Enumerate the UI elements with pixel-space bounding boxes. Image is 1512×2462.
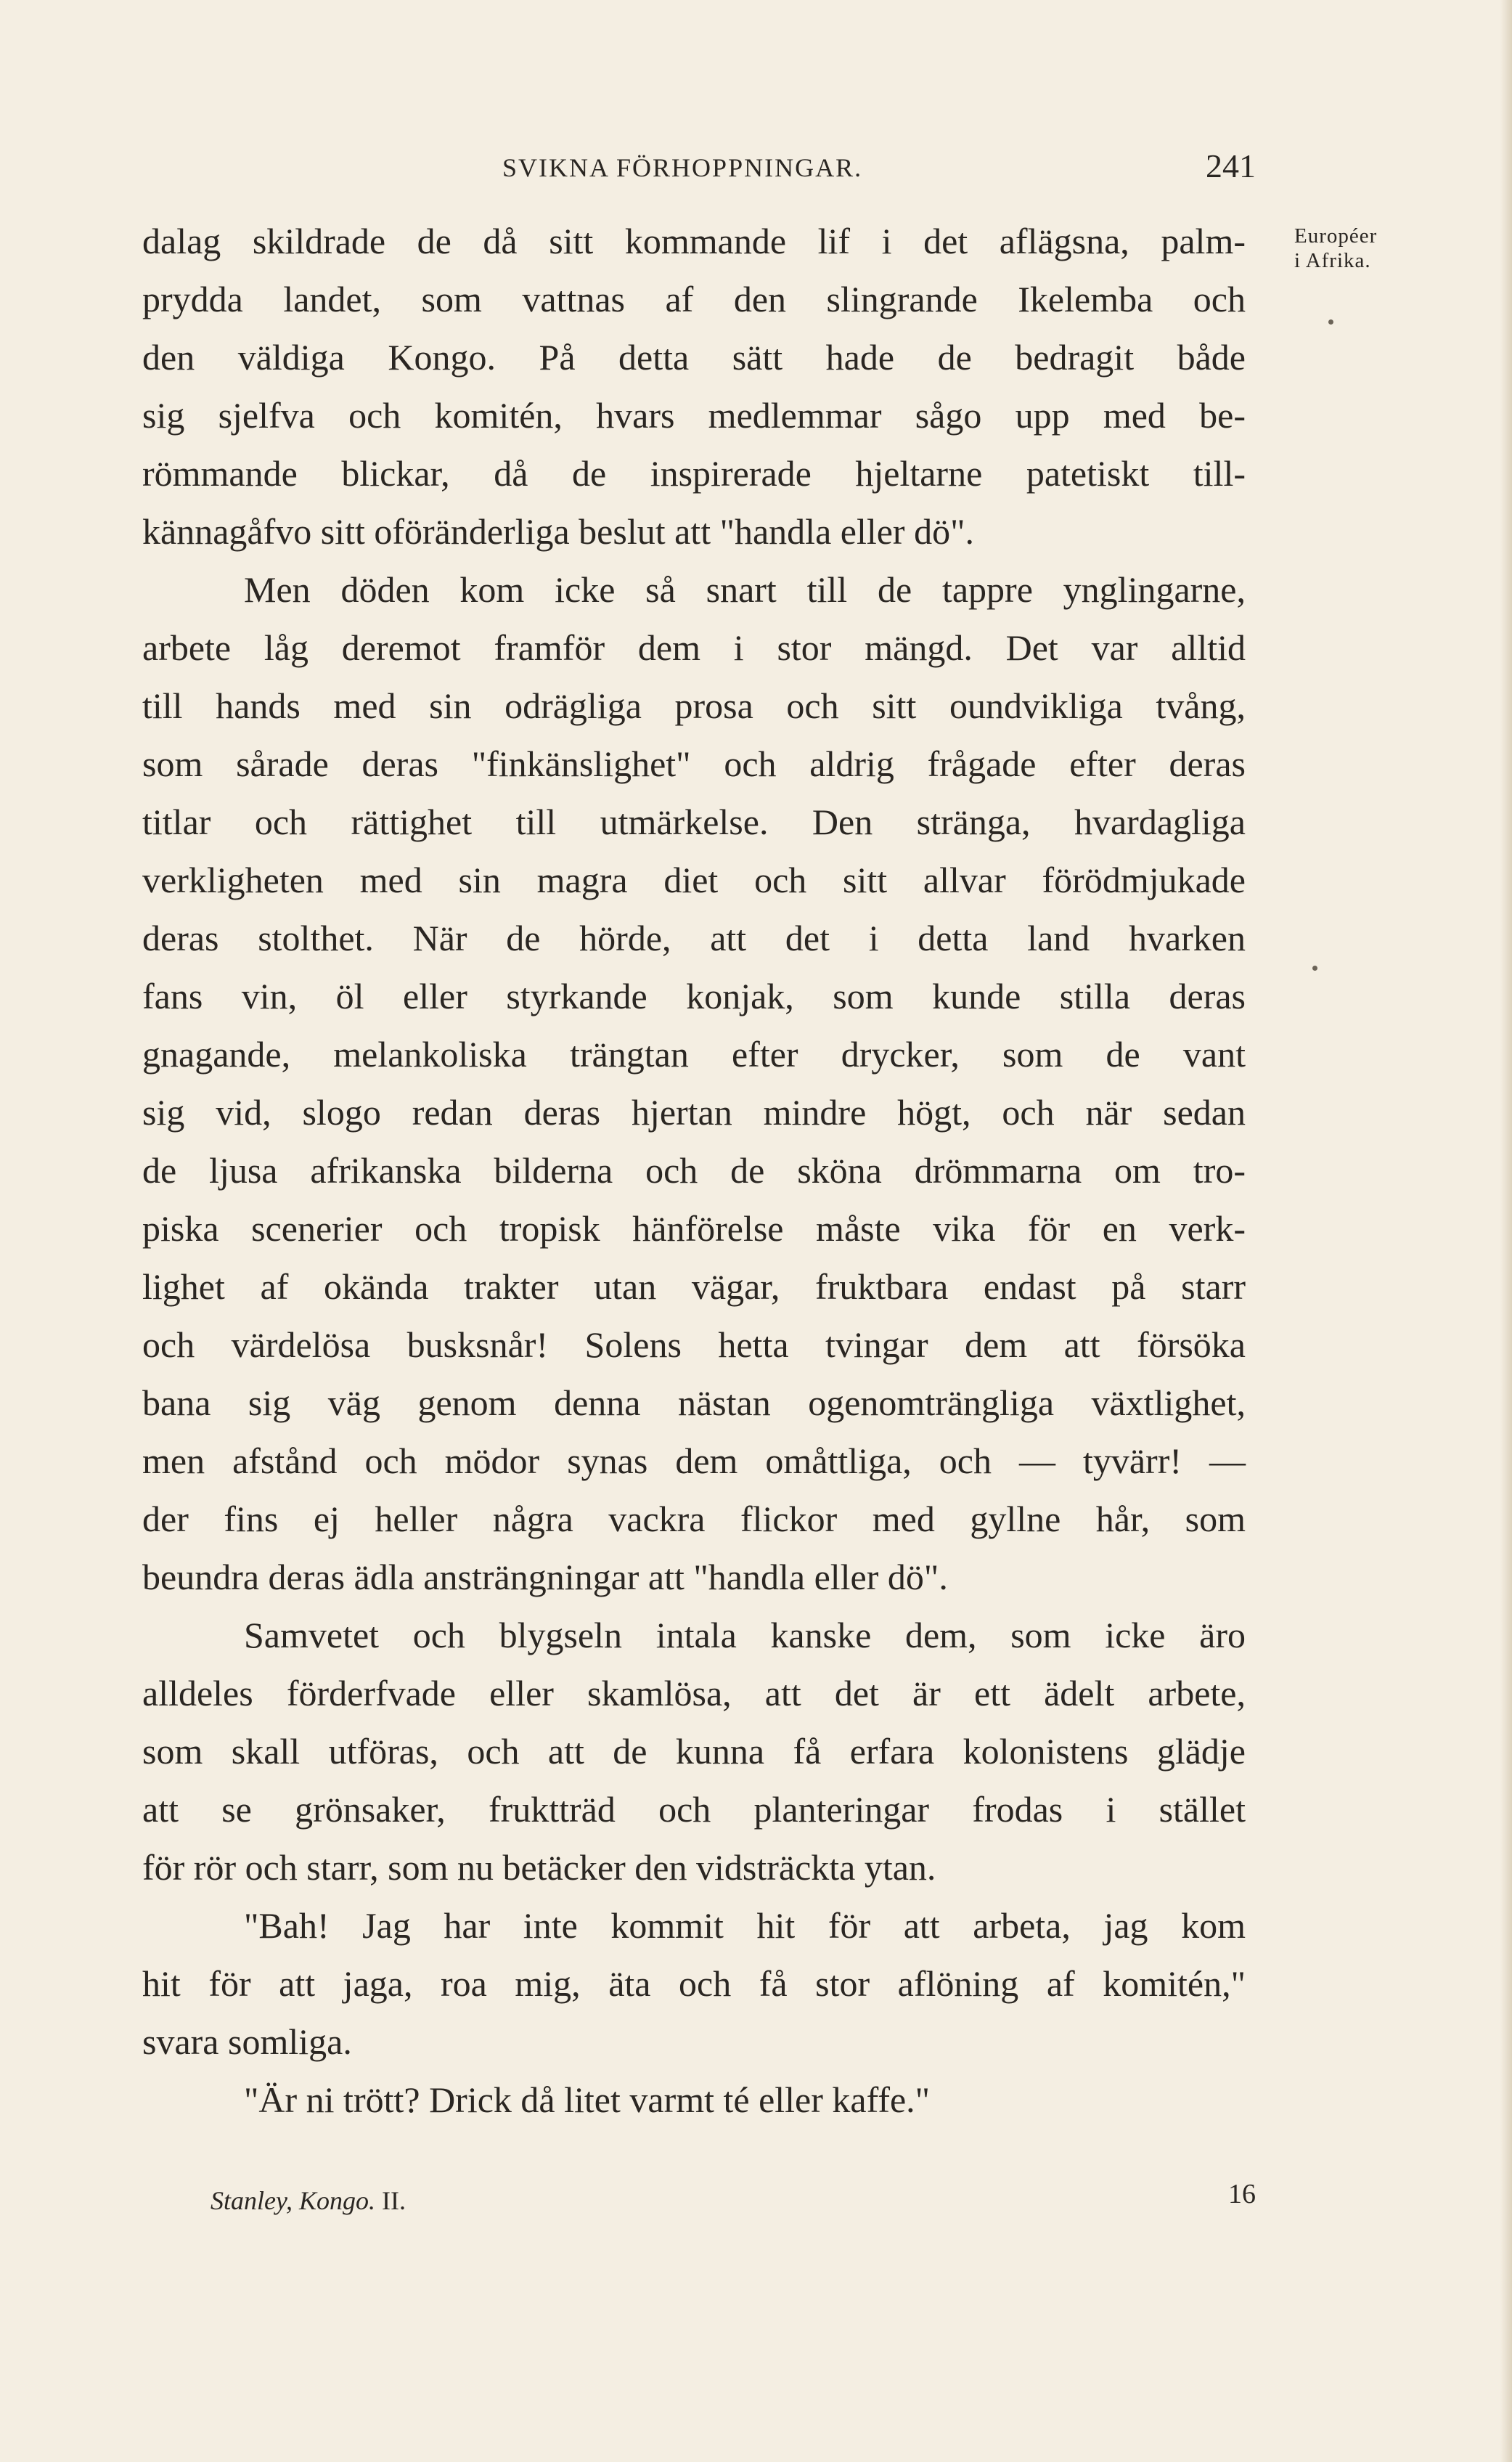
text-line: Samvetet och blygseln intala kanske dem, som icke äro [244,1615,1246,1655]
body-text [142,212,1246,2129]
text-line: titlar och rättighet till utmärkelse. Den stränga, hvardagliga [142,802,1246,842]
text-line: som sårade deras "finkänslighet" och aldrig frågade efter deras [142,743,1246,784]
text-line: beundra deras ädla ansträngningar att "handla eller dö". [142,1557,948,1597]
text-line: lighet af okända trakter utan vägar, fruktbara endast på starr [142,1266,1246,1307]
signature-text: Stanley, Kongo. [211,2186,375,2215]
text-line: dalag skildrade de då sitt kommande lif i det aflägsna, palm- [142,221,1246,261]
text-line: gnagande, melankoliska trängtan efter drycker, som de vant [142,1034,1246,1075]
text-line: till hands med sin odrägliga prosa och sitt oundvikliga tvång, [142,685,1246,726]
text-line: verkligheten med sin magra diet och sitt allvar förödmjukade [142,860,1246,900]
text-line: "Bah! Jag har inte kommit hit för att arbeta, jag kom [244,1905,1246,1946]
volume-number: II. [382,2186,406,2215]
text-line: för rör och starr, som nu betäcker den vidsträckta ytan. [142,1847,936,1888]
text-line: prydda landet, som vattnas af den slingrande Ikelemba och [142,279,1246,319]
text-line: kännagåfvo sitt oföränderliga beslut att "handla eller dö". [142,511,974,552]
text-line: och värdelösa busksnår! Solens hetta tvingar dem att försöka [142,1324,1246,1365]
text-line: alldeles förderfvade eller skamlösa, att det är ett ädelt arbete, [142,1673,1246,1713]
margin-note-line: i Afrika. [1294,249,1371,272]
text-line: sig sjelfva och komitén, hvars medlemmar sågo upp med be- [142,395,1246,436]
paper-speck [1312,966,1317,971]
margin-note-line: Européer [1294,224,1378,248]
text-line: den väldiga Kongo. På detta sätt hade de bedragit både [142,337,1246,378]
paper-speck [1328,319,1333,325]
text-line: som skall utföras, och att de kunna få erfara kolonistens glädje [142,1731,1246,1772]
text-line: de ljusa afrikanska bilderna och de sköna drömmarna om tro- [142,1150,1246,1191]
text-line: deras stolthet. När de hörde, att det i detta land hvarken [142,918,1246,958]
text-line: Men döden kom icke så snart till de tappre ynglingarne, [244,569,1246,610]
margin-note [1294,224,1377,273]
page-number: 241 [1206,147,1256,184]
text-line: piska scenerier och tropisk hänförelse måste vika för en verk- [142,1208,1246,1249]
text-line: fans vin, öl eller styrkande konjak, som kunde stilla deras [142,976,1246,1016]
text-line: hit för att jaga, roa mig, äta och få stor aflöning af komitén," [142,1963,1246,2004]
sheet-number: 16 [1228,2179,1256,2209]
text-line: bana sig väg genom denna nästan ogenomträngliga växtlighet, [142,1382,1246,1423]
text-line: men afstånd och mödor synas dem omåttliga, och — tyvärr! — [142,1440,1246,1481]
text-line: att se grönsaker, fruktträd och planteringar frodas i stället [142,1789,1246,1830]
page-edge-shadow [1500,0,1512,2462]
text-line: römmande blickar, då de inspirerade hjeltarne patetiskt till- [142,453,1246,494]
text-line: sig vid, slogo redan deras hjertan mindre högt, och när sedan [142,1092,1246,1133]
running-title: SVIKNA FÖRHOPPNINGAR. [502,153,863,182]
text-line: svara somliga. [142,2021,352,2062]
text-line: der fins ej heller några vackra flickor med gyllne hår, som [142,1499,1246,1539]
text-line: "Är ni trött? Drick då litet varmt té eller kaffe." [244,2079,931,2120]
signature-mark [211,2185,406,2216]
text-line: arbete låg deremot framför dem i stor mängd. Det var alltid [142,627,1246,668]
